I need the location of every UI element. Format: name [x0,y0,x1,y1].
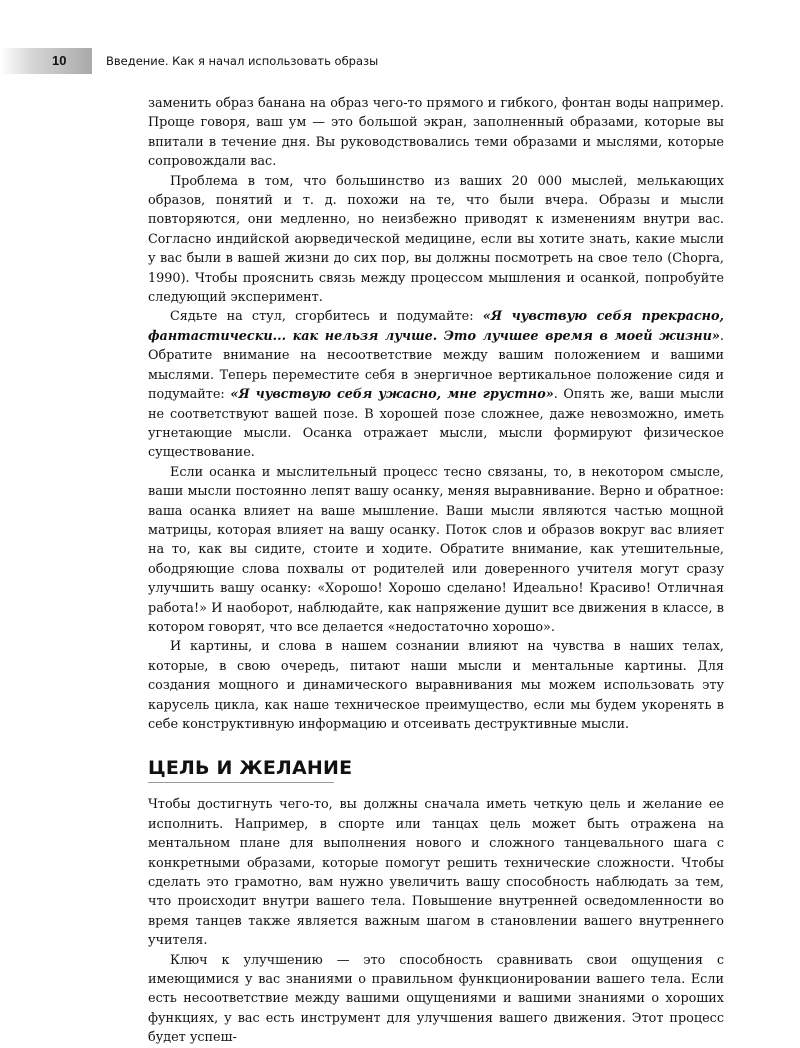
paragraph-3-part-b: . Обратите внимание на несоответствие между вашим положением и вашими мыслями. Теперь переместите себя в энергичное вертикальное положение сидя и подумайте: [148,328,724,403]
page-body [148,94,724,1048]
paragraph-7: Ключ к улучшению — это способность сравнивать свои ощущения с имеющимися у вас знаниями о правильном функционировании вашего тела. Если есть несоответствие между вашими ощущениями и вашими знаниями о хороших функциях, у вас есть инструмент для улучшения вашего движения. Этот процесс будет успеш- [148,952,724,1046]
paragraph-4: Если осанка и мыслительный процесс тесно связаны, то, в некотором смысле, ваши мысли постоянно лепят вашу осанку, меняя выравнивание. Верно и обратное: ваша осанка влияет на ваше мышление. Ваши мысли являются частью мощной матрицы, которая влияет на вашу осанку. Поток слов и образов вокруг вас влияет на то, как вы сидите, стоите и ходите. Обратите внимание, как утешительные, ободряющие слова похвалы от родителей или доверенного учителя могут сразу улучшить вашу осанку: «Хорошо! Хорошо сделано! Идеально! Красиво! Отличная работа!» И наоборот, наблюдайте, как напряжение душит все движения в классе, в котором говорят, что все делается «недостаточно хорошо». [148,464,724,635]
running-head-title: Введение. Как я начал использовать образы [106,54,379,68]
section-title: ЦЕЛЬ И ЖЕЛАНИЕ [148,757,353,780]
paragraph-3-part-a: Сядьте на стул, сгорбитесь и подумайте: [170,309,483,325]
running-header [0,48,800,74]
paragraph-3-part-c: . Опять же, ваши мысли не соответствуют вашей позе. В хорошей позе сложнее, даже невозможно, иметь угнетающие мысли. Осанка отражает мысли, мысли формируют физическое существование. [148,387,724,461]
paragraph-2: Проблема в том, что большинство из ваших 20 000 мыслей, мелькающих образов, понятий и т. д. похожи на те, что были вчера. Образы и мысли повторяются, они медленно, но неизбежно приводят к изменениям внутри вас. Согласно индийской аюрведической медицине, если вы хотите знать, какие мысли у вас были в вашей жизни до сих пор, вы должны посмотреть на свое тело (Chopra, 1990). Чтобы прояснить связь между процессом мышления и осанкой, попробуйте следующий эксперимент. [148,173,724,306]
page-number: 10 [52,53,67,68]
quote-feel-terrible: «Я чувствую себя ужасно, мне грустно» [230,387,554,403]
paragraph-3 [148,307,724,462]
paragraph-5: И картины, и слова в нашем сознании влияют на чувства в наших телах, которые, в свою очередь, питают наши мысли и ментальные картины. Для создания мощного и динамического выравнивания мы можем использовать эту карусель цикла, как наше техническое преимущество, если мы будем укоренять в себе конструктивную информацию и отсеивать деструктивные мысли. [148,639,724,732]
paragraph-6: Чтобы достигнуть чего-то, вы должны сначала иметь четкую цель и желание ее исполнить. Например, в спорте или танцах цель может быть отражена на ментальном плане для выполнения нового и сложного танцевального шага с конкретными образами, которые помогут решить технические сложности. Чтобы сделать это грамотно, вам нужно увеличить вашу способность наблюдать за тем, что происходит внутри вашего тела. Повышение внутренней осведомленности во время танцев также является важным шагом в становлении вашего внутреннего учителя. [148,797,724,949]
paragraph-1: заменить образ банана на образ чего-то прямого и гибкого, фонтан воды например. Проще говоря, ваш ум — это большой экран, заполненный образами, которые вы впитали в течение дня. Вы руководствовались теми образами и мыслями, которые сопровождали вас. [148,96,724,170]
section-heading [148,756,724,783]
header-gradient-tab [0,48,92,74]
section-underline [148,782,334,783]
quote-feel-great: «Я чувствую себя прекрасно, фантастически... как нельзя лучше. Это лучшее время в моей жизни» [148,309,724,344]
